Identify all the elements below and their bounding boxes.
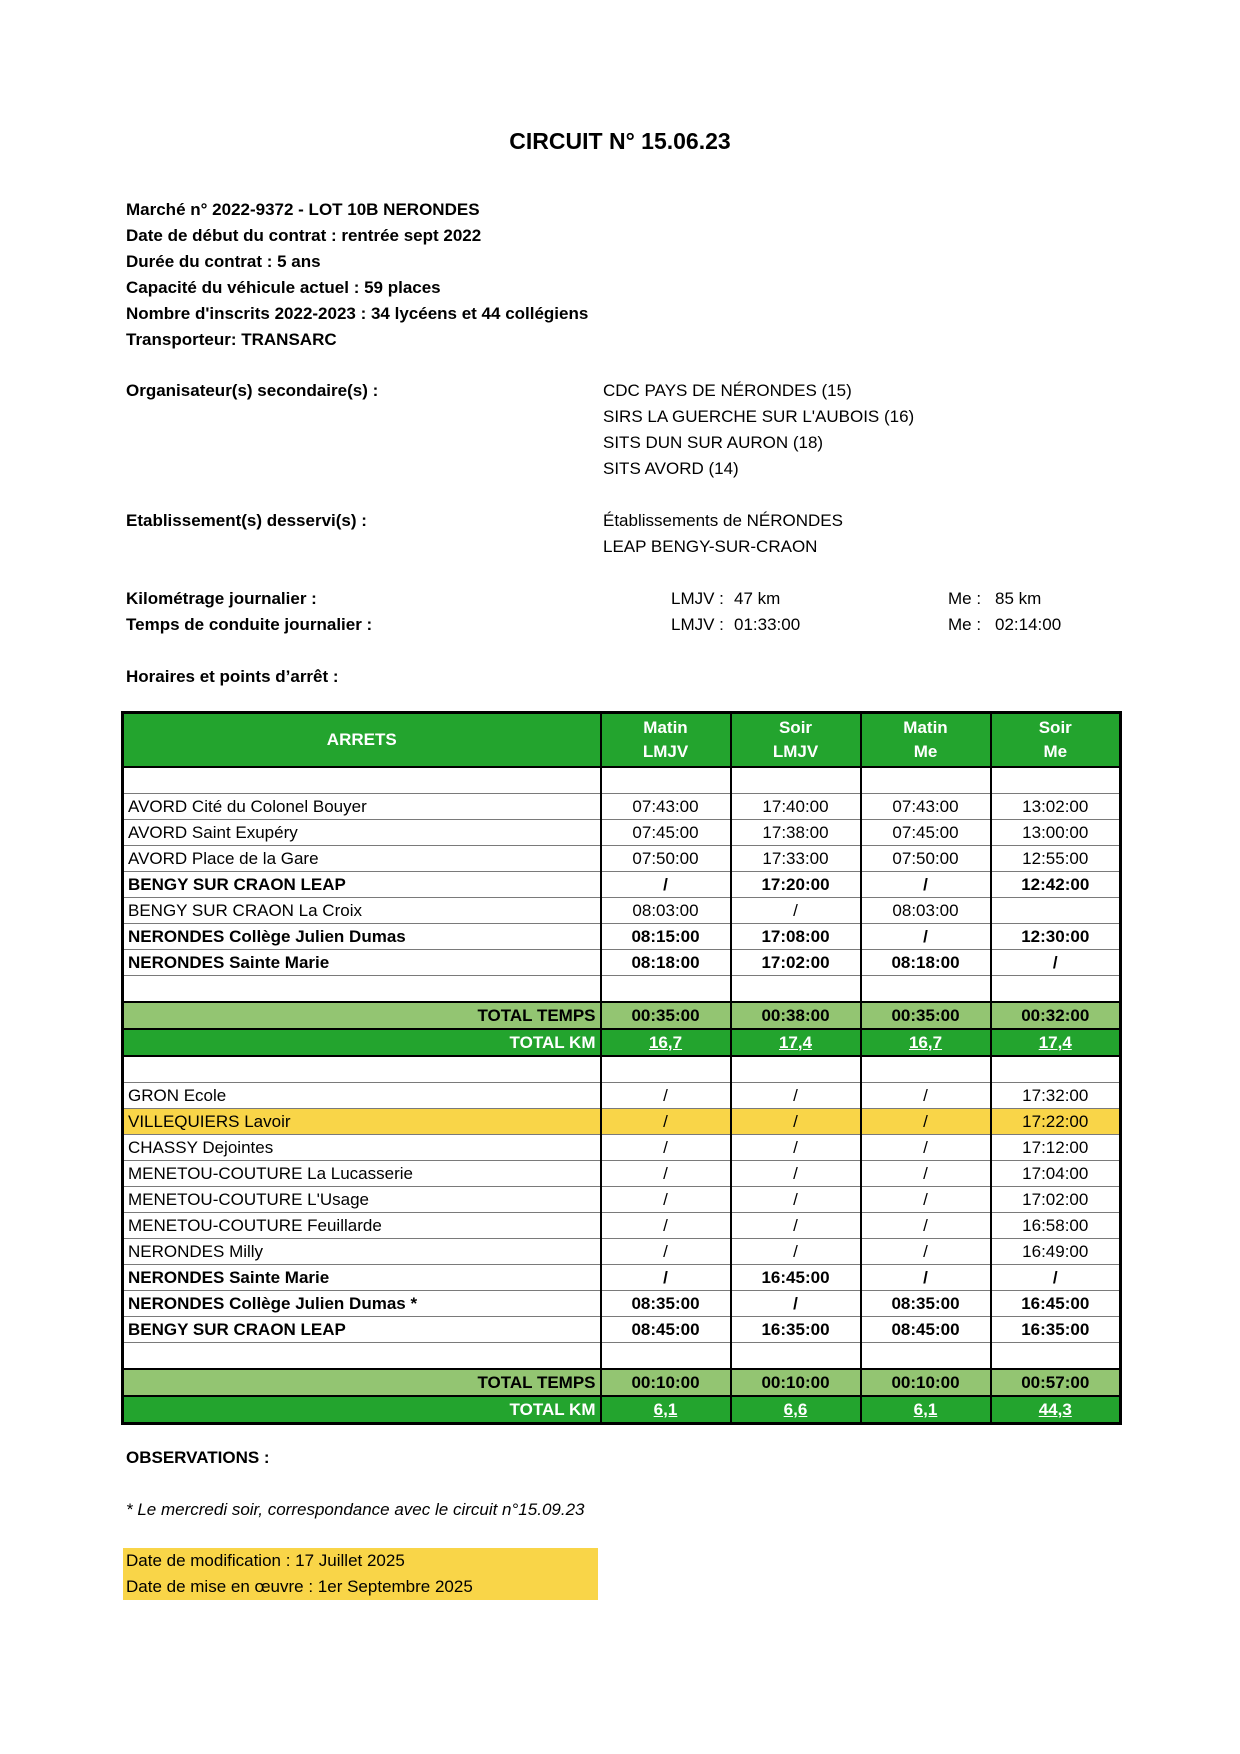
- temps-lmjv-label: LMJV :: [671, 615, 724, 634]
- time-cell: [991, 898, 1121, 924]
- temps-lmjv-value: 01:33:00: [734, 615, 801, 634]
- contract-info: [126, 197, 588, 353]
- time-cell: 17:12:00: [991, 1135, 1121, 1161]
- time-cell: /: [731, 1161, 861, 1187]
- blank-row: [123, 767, 1121, 794]
- time-cell: /: [861, 1265, 991, 1291]
- time-cell: 16:35:00: [991, 1317, 1121, 1343]
- stop-name: BENGY SUR CRAON La Croix: [123, 898, 601, 924]
- time-cell: 16:58:00: [991, 1213, 1121, 1239]
- table-header-row: [123, 713, 1121, 768]
- table-row: [123, 924, 1121, 950]
- total-temps-label: TOTAL TEMPS: [123, 1369, 601, 1396]
- time-cell: 17:22:00: [991, 1109, 1121, 1135]
- table-row: [123, 1187, 1121, 1213]
- time-cell: /: [861, 1135, 991, 1161]
- total-km-value: 6,6: [731, 1396, 861, 1424]
- time-cell: 08:03:00: [861, 898, 991, 924]
- time-cell: 07:43:00: [861, 794, 991, 820]
- time-cell: 13:00:00: [991, 820, 1121, 846]
- total-temps-row: [123, 1369, 1121, 1396]
- table-row: [123, 1265, 1121, 1291]
- time-cell: 17:02:00: [991, 1187, 1121, 1213]
- time-cell: 07:45:00: [861, 820, 991, 846]
- table-row: [123, 1317, 1121, 1343]
- modification-date: Date de modification : 17 Juillet 2025: [126, 1551, 405, 1570]
- etablissements-label: Etablissement(s) desservi(s) :: [126, 511, 367, 530]
- time-cell: 07:50:00: [601, 846, 731, 872]
- time-cell: 17:20:00: [731, 872, 861, 898]
- total-km-row: [123, 1029, 1121, 1056]
- stop-name: CHASSY Dejointes: [123, 1135, 601, 1161]
- total-km-value: 6,1: [601, 1396, 731, 1424]
- time-cell: /: [861, 1083, 991, 1109]
- time-cell: /: [601, 1265, 731, 1291]
- total-temps-value: 00:35:00: [861, 1002, 991, 1029]
- time-cell: 08:15:00: [601, 924, 731, 950]
- time-cell: /: [601, 1135, 731, 1161]
- time-cell: 07:45:00: [601, 820, 731, 846]
- organisateurs-label: Organisateur(s) secondaire(s) :: [126, 381, 379, 400]
- table-row: [123, 898, 1121, 924]
- total-km-value: 16,7: [861, 1029, 991, 1056]
- total-km-value: 17,4: [731, 1029, 861, 1056]
- stop-name: AVORD Place de la Gare: [123, 846, 601, 872]
- time-cell: 17:32:00: [991, 1083, 1121, 1109]
- stop-name: AVORD Saint Exupéry: [123, 820, 601, 846]
- total-km-value: 17,4: [991, 1029, 1121, 1056]
- organisateur-item: CDC PAYS DE NÉRONDES (15): [603, 381, 852, 400]
- time-cell: /: [601, 872, 731, 898]
- table-row: [123, 1083, 1121, 1109]
- horaires-label: Horaires et points d’arrêt :: [126, 667, 339, 686]
- table-row: [123, 820, 1121, 846]
- time-cell: 16:45:00: [731, 1265, 861, 1291]
- time-cell: 13:02:00: [991, 794, 1121, 820]
- blank-row: [123, 976, 1121, 1003]
- contract-info-line: Nombre d'inscrits 2022-2023 : 34 lycéens et 44 collégiens: [126, 304, 589, 323]
- time-cell: /: [991, 1265, 1121, 1291]
- contract-info-line: Marché n° 2022-9372 - LOT 10B NERONDES: [126, 200, 480, 219]
- time-cell: 08:35:00: [861, 1291, 991, 1317]
- stop-name: MENETOU-COUTURE L'Usage: [123, 1187, 601, 1213]
- total-km-value: 6,1: [861, 1396, 991, 1424]
- etablissement-item: LEAP BENGY-SUR-CRAON: [603, 537, 818, 556]
- organisateur-item: SITS AVORD (14): [603, 459, 739, 478]
- time-cell: 07:50:00: [861, 846, 991, 872]
- organisateur-item: SIRS LA GUERCHE SUR L'AUBOIS (16): [603, 407, 915, 426]
- table-row: [123, 846, 1121, 872]
- time-cell: 16:35:00: [731, 1317, 861, 1343]
- time-cell: /: [861, 1109, 991, 1135]
- total-temps-value: 00:57:00: [991, 1369, 1121, 1396]
- time-cell: /: [601, 1109, 731, 1135]
- time-cell: /: [991, 950, 1121, 976]
- header-matin-lmjv: Matin LMJV: [601, 713, 731, 768]
- time-cell: /: [731, 1239, 861, 1265]
- stop-name: BENGY SUR CRAON LEAP: [123, 1317, 601, 1343]
- time-cell: 08:45:00: [861, 1317, 991, 1343]
- time-cell: /: [861, 924, 991, 950]
- total-km-value: 16,7: [601, 1029, 731, 1056]
- stop-name: NERONDES Collège Julien Dumas *: [123, 1291, 601, 1317]
- page-title: CIRCUIT N° 15.06.23: [509, 128, 731, 154]
- stop-name: GRON Ecole: [123, 1083, 601, 1109]
- observations-label: OBSERVATIONS :: [126, 1448, 270, 1467]
- time-cell: /: [861, 1213, 991, 1239]
- table-row: [123, 1239, 1121, 1265]
- observation-note: * Le mercredi soir, correspondance avec le circuit n°15.09.23: [126, 1500, 585, 1519]
- total-km-label: TOTAL KM: [123, 1029, 601, 1056]
- km-me-label: Me :: [948, 589, 982, 608]
- header-soir-lmjv: Soir LMJV: [731, 713, 861, 768]
- total-temps-value: 00:32:00: [991, 1002, 1121, 1029]
- etablissements-list: [603, 508, 843, 560]
- etablissement-item: Établissements de NÉRONDES: [603, 511, 843, 530]
- total-temps-label: TOTAL TEMPS: [123, 1002, 601, 1029]
- table-row: [123, 1135, 1121, 1161]
- time-cell: 08:03:00: [601, 898, 731, 924]
- time-cell: 08:45:00: [601, 1317, 731, 1343]
- time-cell: 17:04:00: [991, 1161, 1121, 1187]
- time-cell: /: [601, 1187, 731, 1213]
- time-cell: /: [601, 1083, 731, 1109]
- organisateurs-list: [603, 378, 914, 482]
- time-cell: /: [861, 872, 991, 898]
- stop-name: NERONDES Milly: [123, 1239, 601, 1265]
- total-km-label: TOTAL KM: [123, 1396, 601, 1424]
- table-row: [123, 1161, 1121, 1187]
- implementation-date: Date de mise en œuvre : 1er Septembre 2025: [126, 1577, 473, 1596]
- table-row: [123, 872, 1121, 898]
- time-cell: /: [861, 1187, 991, 1213]
- time-cell: /: [731, 1083, 861, 1109]
- contract-info-line: Date de début du contrat : rentrée sept 2022: [126, 226, 482, 245]
- time-cell: 07:43:00: [601, 794, 731, 820]
- time-cell: 08:18:00: [861, 950, 991, 976]
- kilometrage-label: Kilométrage journalier :: [126, 589, 317, 608]
- time-cell: 16:49:00: [991, 1239, 1121, 1265]
- time-cell: /: [731, 1135, 861, 1161]
- header-matin-me: Matin Me: [861, 713, 991, 768]
- stop-name: NERONDES Sainte Marie: [123, 1265, 601, 1291]
- total-km-value: 44,3: [991, 1396, 1121, 1424]
- time-cell: 17:38:00: [731, 820, 861, 846]
- time-cell: 08:35:00: [601, 1291, 731, 1317]
- time-cell: /: [731, 1187, 861, 1213]
- stop-name: MENETOU-COUTURE La Lucasserie: [123, 1161, 601, 1187]
- time-cell: /: [731, 1213, 861, 1239]
- time-cell: /: [601, 1161, 731, 1187]
- time-cell: /: [601, 1239, 731, 1265]
- total-km-row: [123, 1396, 1121, 1424]
- stop-name: AVORD Cité du Colonel Bouyer: [123, 794, 601, 820]
- stop-name: NERONDES Collège Julien Dumas: [123, 924, 601, 950]
- table-row: [123, 794, 1121, 820]
- temps-me-value: 02:14:00: [995, 615, 1062, 634]
- total-temps-value: 00:10:00: [601, 1369, 731, 1396]
- time-cell: 17:40:00: [731, 794, 861, 820]
- total-temps-row: [123, 1002, 1121, 1029]
- table-row: [123, 1291, 1121, 1317]
- stop-name: NERONDES Sainte Marie: [123, 950, 601, 976]
- schedule-table: [121, 711, 1122, 1425]
- temps-label: Temps de conduite journalier :: [126, 615, 373, 634]
- stop-name: MENETOU-COUTURE Feuillarde: [123, 1213, 601, 1239]
- contract-info-line: Durée du contrat : 5 ans: [126, 252, 321, 271]
- time-cell: 17:08:00: [731, 924, 861, 950]
- temps-me-label: Me :: [948, 615, 982, 634]
- km-lmjv-label: LMJV :: [671, 589, 724, 608]
- header-soir-me: Soir Me: [991, 713, 1121, 768]
- total-temps-value: 00:38:00: [731, 1002, 861, 1029]
- table-row: [123, 1213, 1121, 1239]
- time-cell: 17:33:00: [731, 846, 861, 872]
- table-row: [123, 950, 1121, 976]
- blank-row: [123, 1056, 1121, 1083]
- total-temps-value: 00:10:00: [861, 1369, 991, 1396]
- organisateur-item: SITS DUN SUR AURON (18): [603, 433, 824, 452]
- time-cell: 17:02:00: [731, 950, 861, 976]
- modification-box: [123, 1548, 598, 1600]
- time-cell: /: [731, 1109, 861, 1135]
- time-cell: /: [861, 1239, 991, 1265]
- time-cell: 12:55:00: [991, 846, 1121, 872]
- time-cell: /: [861, 1161, 991, 1187]
- time-cell: 08:18:00: [601, 950, 731, 976]
- blank-row: [123, 1343, 1121, 1370]
- time-cell: /: [601, 1213, 731, 1239]
- time-cell: 12:30:00: [991, 924, 1121, 950]
- km-lmjv-value: 47 km: [734, 589, 781, 608]
- km-me-value: 85 km: [995, 589, 1042, 608]
- header-arrets: ARRETS: [123, 713, 601, 768]
- contract-info-line: Transporteur: TRANSARC: [126, 330, 337, 349]
- stop-name: VILLEQUIERS Lavoir: [123, 1109, 601, 1135]
- time-cell: 16:45:00: [991, 1291, 1121, 1317]
- total-temps-value: 00:35:00: [601, 1002, 731, 1029]
- contract-info-line: Capacité du véhicule actuel : 59 places: [126, 278, 441, 297]
- time-cell: /: [731, 1291, 861, 1317]
- stop-name: BENGY SUR CRAON LEAP: [123, 872, 601, 898]
- total-temps-value: 00:10:00: [731, 1369, 861, 1396]
- time-cell: /: [731, 898, 861, 924]
- time-cell: 12:42:00: [991, 872, 1121, 898]
- table-row-highlighted: [123, 1109, 1121, 1135]
